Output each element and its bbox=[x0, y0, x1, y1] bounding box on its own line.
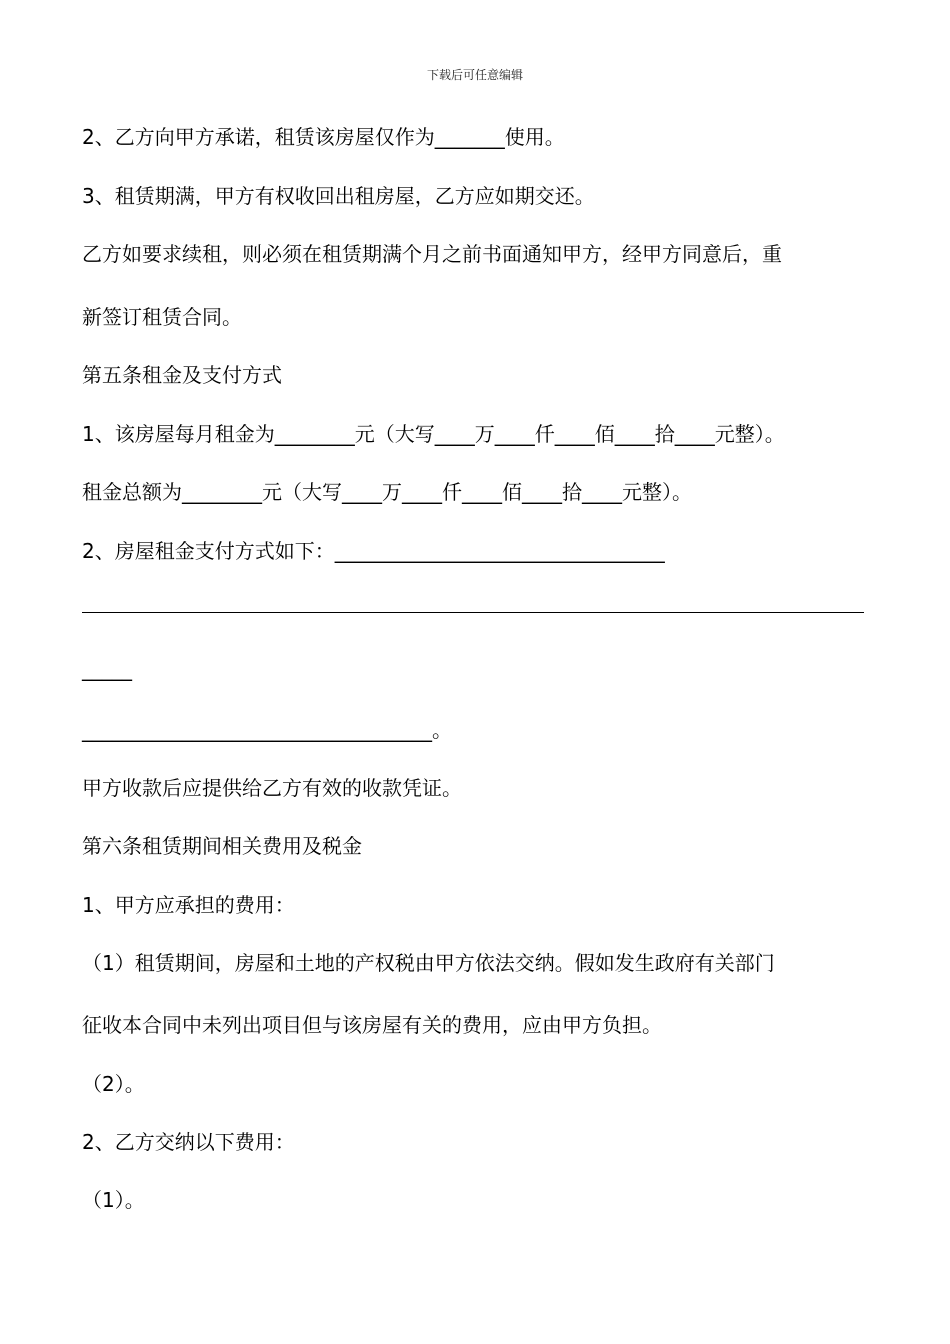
clause-4-3: 3、租赁期满，甲方有权收回出租房屋，乙方应如期交还。 bbox=[82, 184, 595, 208]
clause-6-1-1-line-2: 征收本合同中未列出项目但与该房屋有关的费用，应由甲方负担。 bbox=[82, 1013, 662, 1037]
clause-5-1-monthly-rent: 1、该房屋每月租金为________元（大写____万____仟____佰____拾____元整）。 bbox=[82, 422, 785, 446]
article-5-heading: 第五条租金及支付方式 bbox=[82, 363, 282, 387]
article-6-heading: 第六条租赁期间相关费用及税金 bbox=[82, 834, 362, 858]
clause-6-1-heading: 1、甲方应承担的费用： bbox=[82, 893, 295, 917]
clause-6-2-heading: 2、乙方交纳以下费用： bbox=[82, 1130, 295, 1154]
page-header: 下载后可任意编辑 bbox=[426, 68, 523, 82]
clause-5-1-total-rent: 租金总额为________元（大写____万____仟____佰____拾____元整）。 bbox=[82, 480, 692, 504]
clause-6-1-2: （2）。 bbox=[82, 1072, 145, 1096]
renewal-text-line-1: 乙方如要求续租，则必须在租赁期满个月之前书面通知甲方，经甲方同意后，重 bbox=[82, 242, 782, 266]
clause-6-2-1: （1）。 bbox=[82, 1188, 145, 1212]
clause-5-2-payment-method: 2、房屋租金支付方式如下：_________________________________ bbox=[82, 539, 665, 563]
blank-fill-line bbox=[82, 612, 864, 613]
blank-fill-end: ___________________________________。 bbox=[82, 718, 452, 742]
blank-fill-short: _____ bbox=[82, 657, 132, 681]
renewal-text-line-2: 新签订租赁合同。 bbox=[82, 305, 242, 329]
clause-4-2: 2、乙方向甲方承诺，租赁该房屋仅作为_______使用。 bbox=[82, 125, 565, 149]
receipt-clause: 甲方收款后应提供给乙方有效的收款凭证。 bbox=[82, 776, 462, 800]
clause-6-1-1-line-1: （1）租赁期间，房屋和土地的产权税由甲方依法交纳。假如发生政府有关部门 bbox=[82, 951, 775, 975]
